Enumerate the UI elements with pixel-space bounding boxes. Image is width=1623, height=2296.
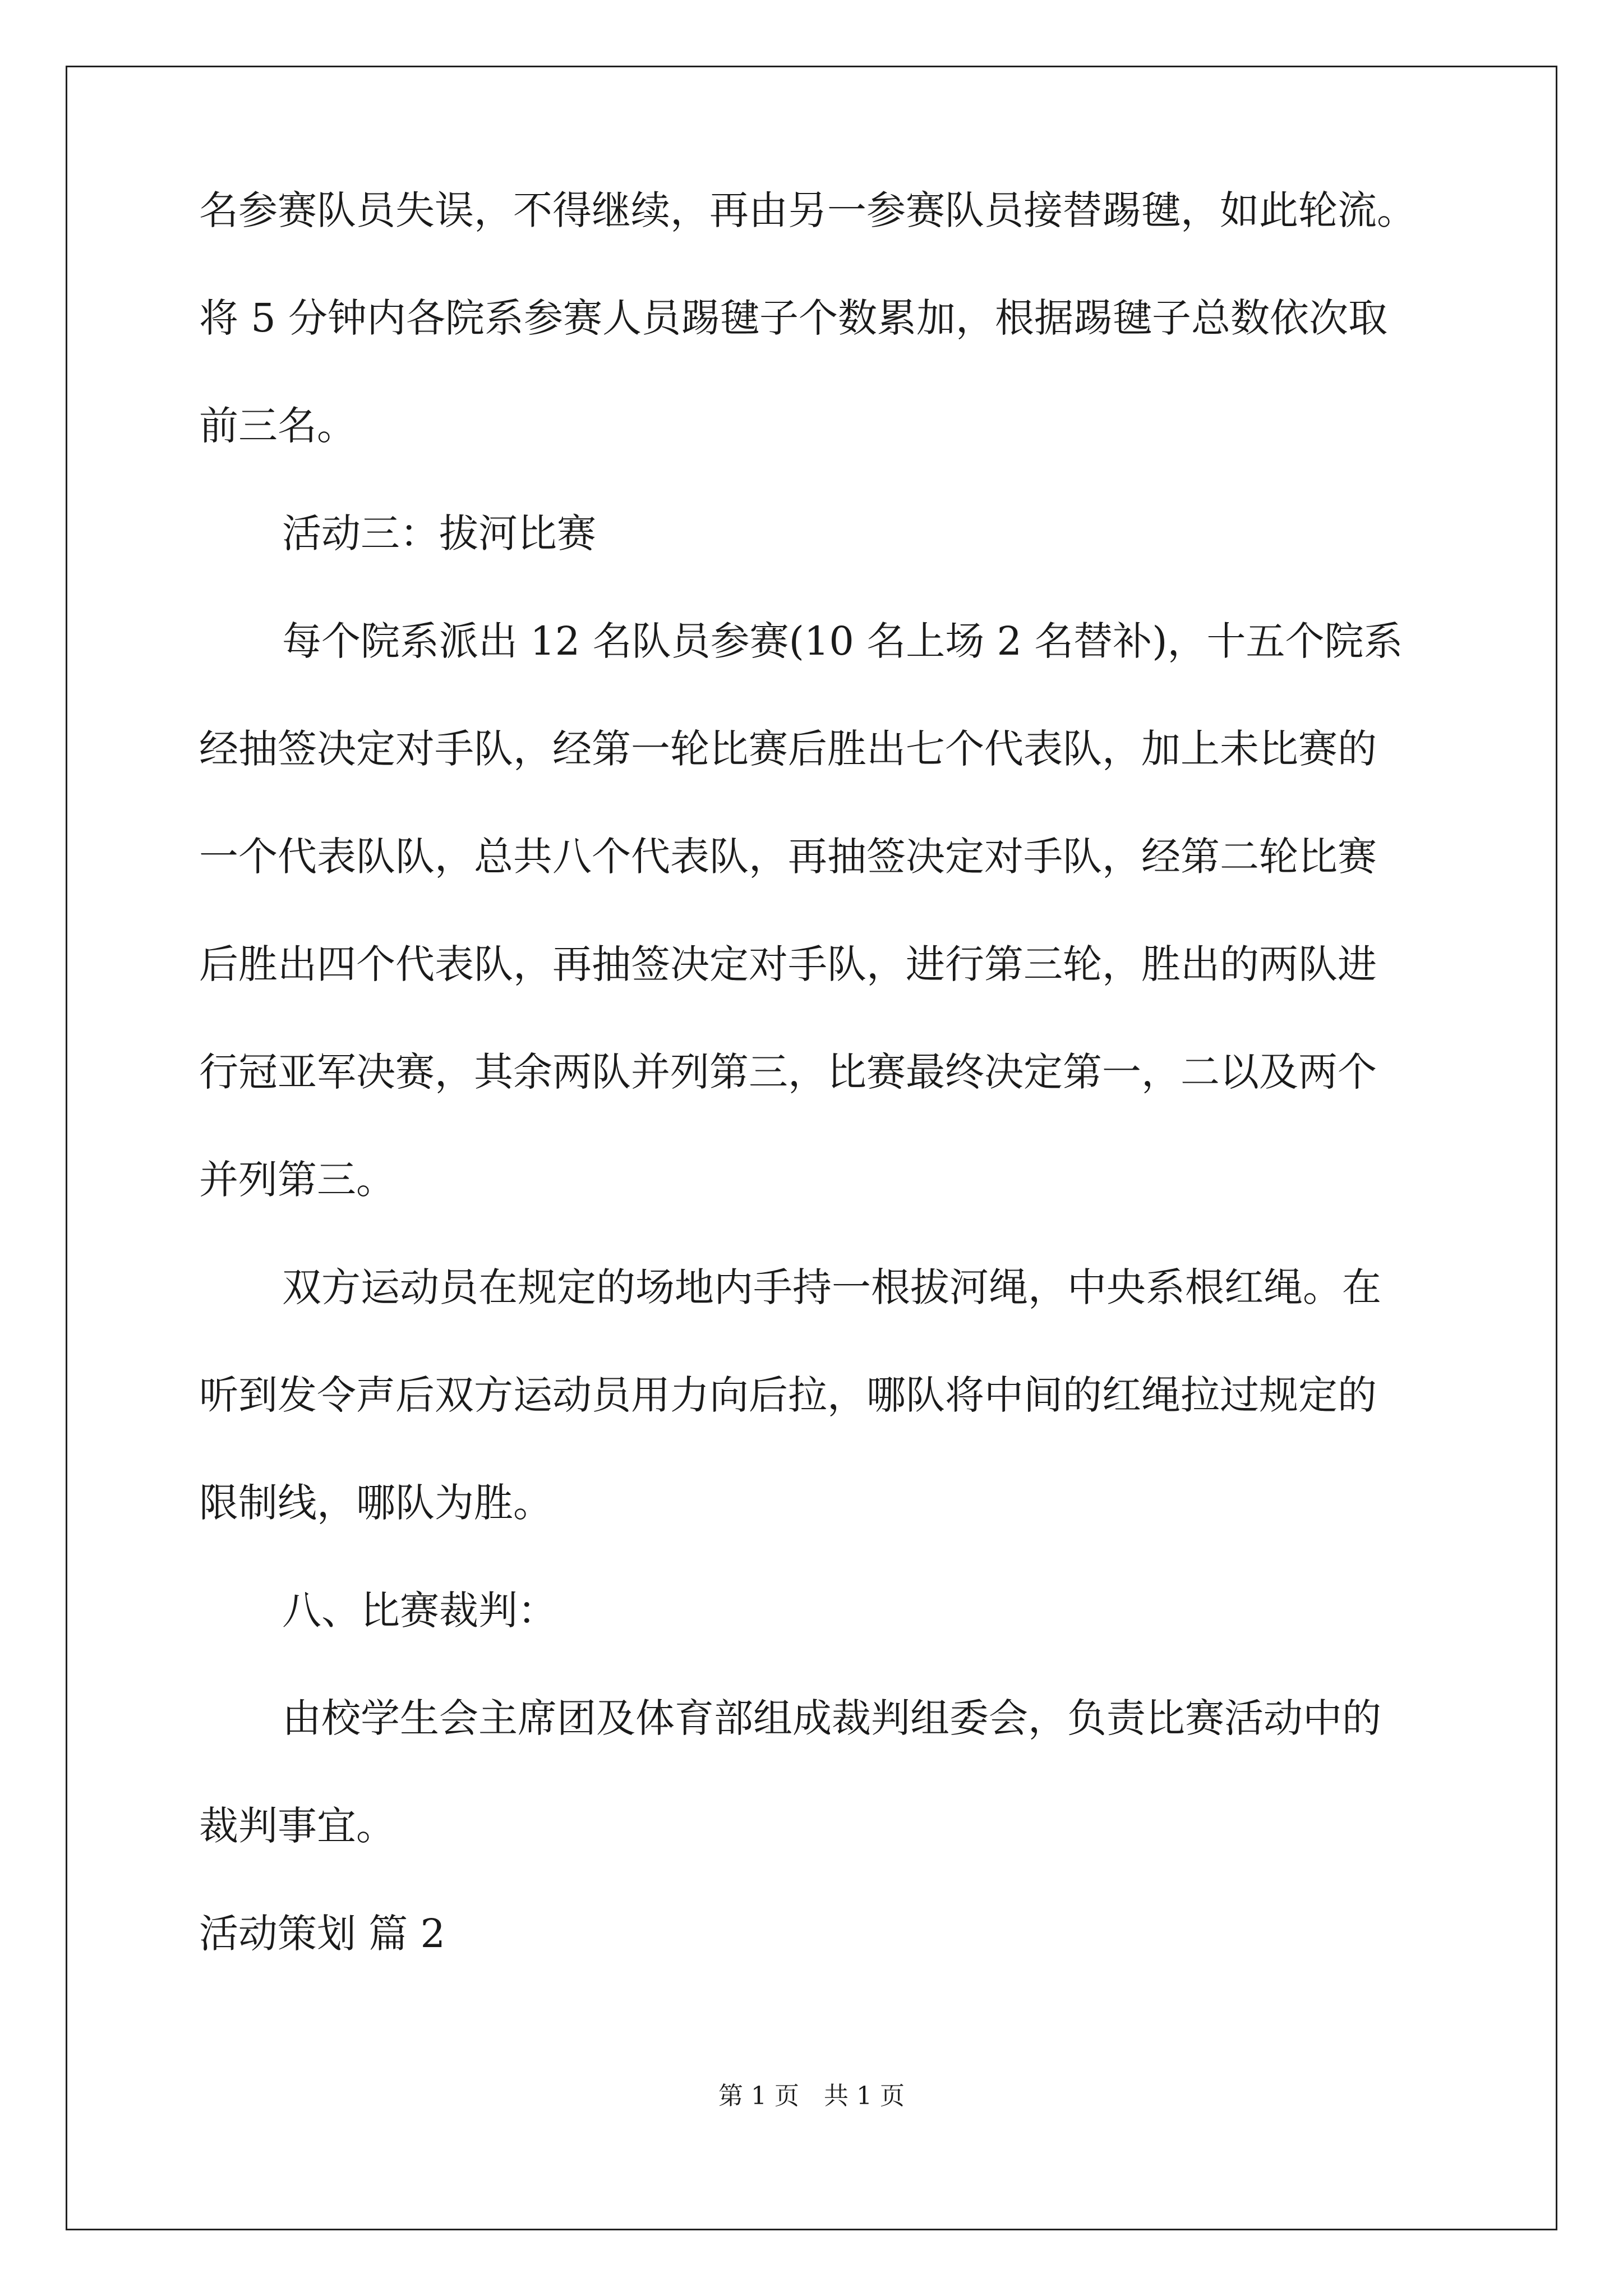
section-heading-referee: 八、比赛裁判： bbox=[282, 1588, 557, 1634]
text-line-3: 前三名。 bbox=[199, 403, 356, 449]
text-line-10: 并列第三。 bbox=[199, 1157, 395, 1203]
text-line-15: 由校学生会主席团及体育部组成裁判组委会，负责比赛活动中的 bbox=[282, 1695, 1381, 1741]
text-line-9: 行冠亚军决赛，其余两队并列第三，比赛最终决定第一，二以及两个 bbox=[199, 1049, 1377, 1095]
document-body bbox=[199, 188, 1467, 2019]
text-line-1: 名参赛队员失误，不得继续，再由另一参赛队员接替踢毽，如此轮流。 bbox=[199, 187, 1416, 233]
section-heading-activity-three: 活动三：拔河比赛 bbox=[282, 510, 596, 556]
text-line-2: 将 5 分钟内各院系参赛人员踢毽子个数累加，根据踢毽子总数依次取 bbox=[199, 295, 1388, 341]
section-title-plan-2: 活动策划 篇 2 bbox=[199, 1911, 446, 1957]
text-line-8: 后胜出四个代表队，再抽签决定对手队，进行第三轮，胜出的两队进 bbox=[199, 941, 1377, 987]
text-line-6: 经抽签决定对手队，经第一轮比赛后胜出七个代表队，加上未比赛的 bbox=[199, 726, 1377, 772]
text-line-7: 一个代表队队，总共八个代表队，再抽签决定对手队，经第二轮比赛 bbox=[199, 834, 1377, 880]
text-line-5: 每个院系派出 12 名队员参赛(10 名上场 2 名替补)，十五个院系 bbox=[282, 618, 1403, 664]
text-line-13: 限制线，哪队为胜。 bbox=[199, 1480, 552, 1526]
text-line-16: 裁判事宜。 bbox=[199, 1803, 395, 1849]
text-line-12: 听到发令声后双方运动员用力向后拉，哪队将中间的红绳拉过规定的 bbox=[199, 1372, 1377, 1418]
text-line-11: 双方运动员在规定的场地内手持一根拔河绳，中央系根红绳。在 bbox=[282, 1264, 1381, 1310]
page-number-footer: 第 1 页 共 1 页 bbox=[718, 2082, 905, 2110]
